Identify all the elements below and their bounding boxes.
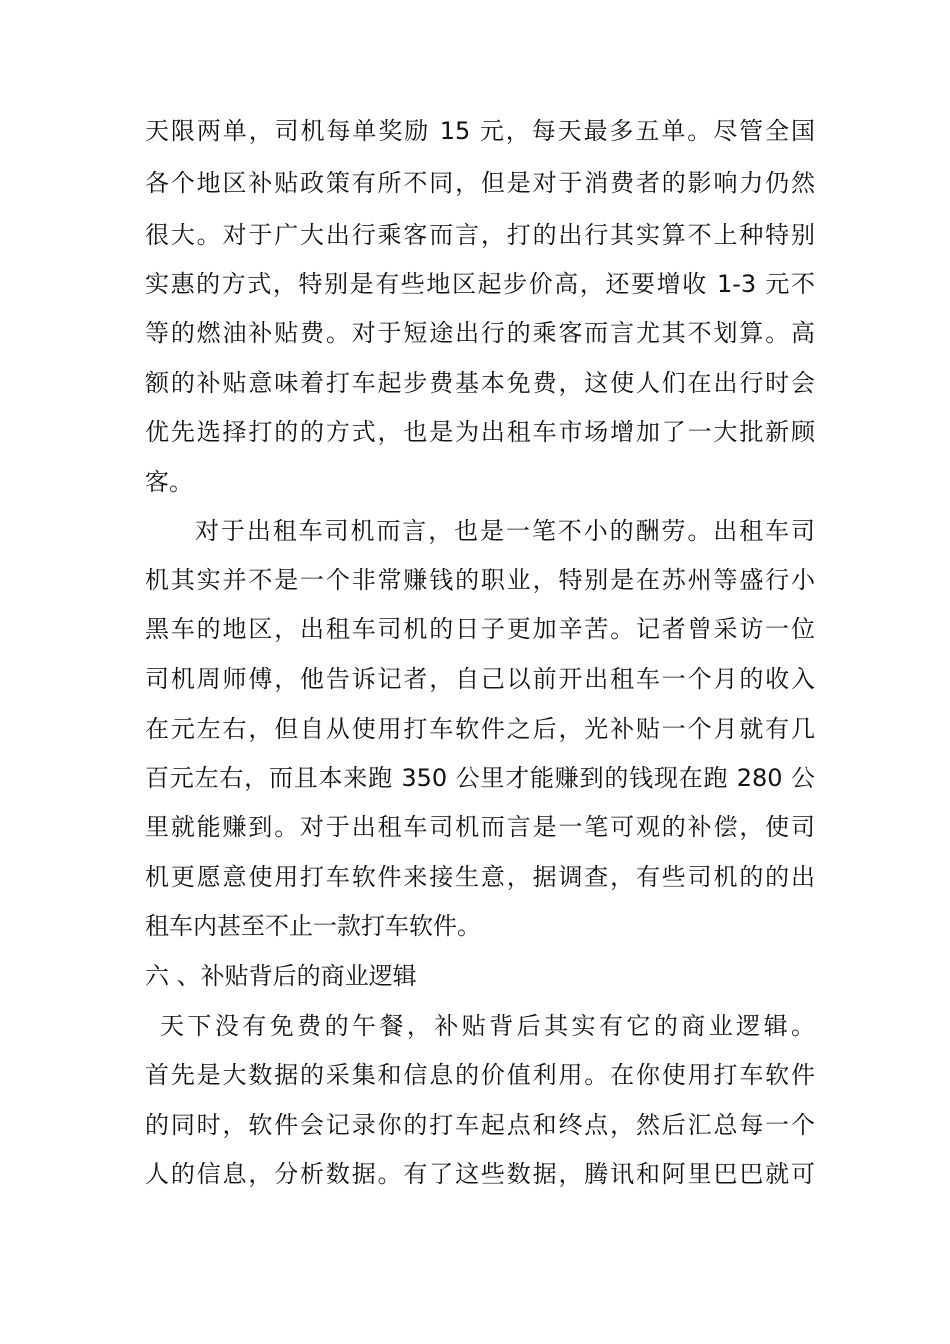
text-line: 机其实并不是一个非常赚钱的职业，特别是在苏州等盛行小 [145,566,815,594]
text-line: 首先是大数据的采集和信息的价值利用。在你使用打车软件 [145,1061,815,1089]
text-line: 司机周师傅，他告诉记者，自己以前开出租车一个月的收入 [145,665,815,693]
text-line: 额的补贴意味着打车起步费基本免费，这使人们在出行时会 [145,369,815,397]
text-line: 机更愿意使用打车软件来接生意，据调查，有些司机的的出 [145,863,815,891]
text-line: 百元左右，而且本来跑 350 公里才能赚到的钱现在跑 280 公 [145,764,815,792]
text-line: 租车内甚至不止一款打车软件。 [145,912,481,940]
text-line: 黑车的地区，出租车司机的日子更加辛苦。记者曾采访一位 [145,615,815,643]
text-line: 等的燃油补贴费。对于短途出行的乘客而言尤其不划算。高 [145,319,815,347]
text-line: 各个地区补贴政策有所不同，但是对于消费者的影响力仍然 [145,169,815,197]
text-line: 实惠的方式，特别是有些地区起步价高，还要增收 1-3 元不 [145,270,815,298]
text-line: 人的信息，分析数据。有了这些数据，腾讯和阿里巴巴就可 [145,1160,815,1188]
text-line: 天限两单，司机每单奖励 15 元，每天最多五单。尽管全国 [145,117,815,145]
text-line: 客。 [145,468,193,496]
text-line: 在元左右，但自从使用打车软件之后，光补贴一个月就有几 [145,715,815,743]
text-line: 很大。对于广大出行乘客而言，打的出行其实算不上种特别 [145,221,815,249]
text-line: 的同时，软件会记录你的打车起点和终点，然后汇总每一个 [145,1111,815,1139]
text-line: 对于出租车司机而言，也是一笔不小的酬劳。出租车司 [195,517,815,545]
text-line: 里就能赚到。对于出租车司机而言是一笔可观的补偿，使司 [145,813,815,841]
text-line: 天下没有免费的午餐，补贴背后其实有它的商业逻辑。 [160,1012,815,1040]
text-line: 优先选择打的的方式，也是为出租车市场增加了一大批新顾 [145,418,815,446]
section-heading: 六 、补贴背后的商业逻辑 [145,962,417,990]
